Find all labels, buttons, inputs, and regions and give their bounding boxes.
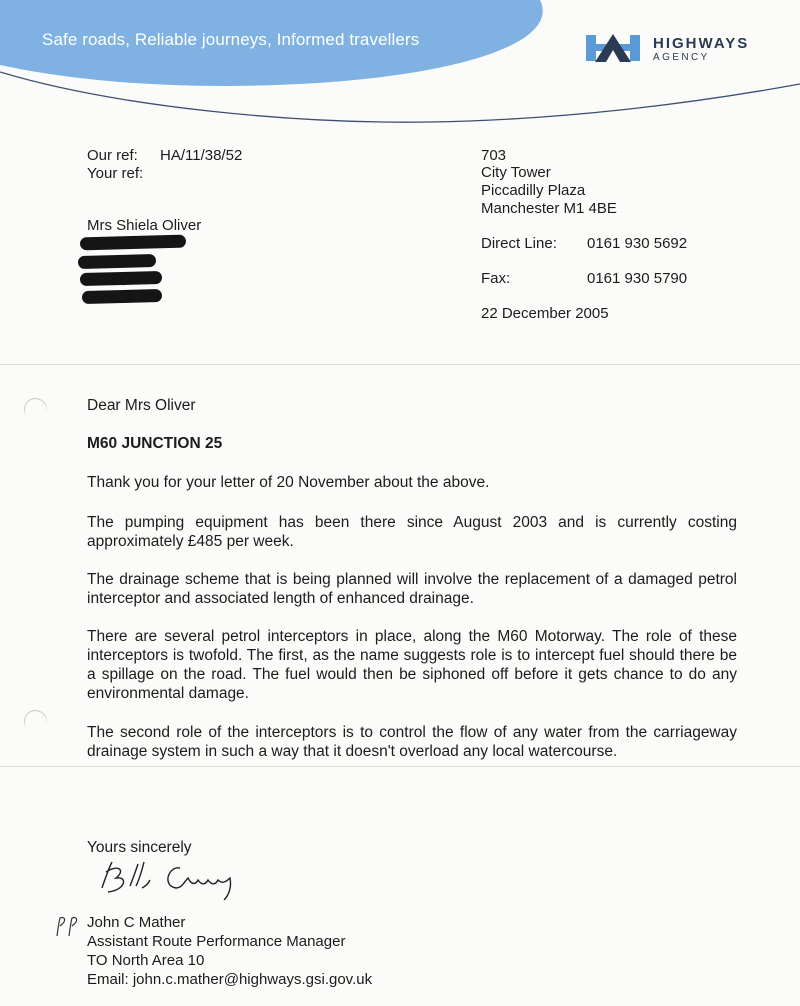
signatory-name: John C Mather	[87, 914, 186, 931]
paragraph-3: The drainage scheme that is being planned will involve the replacement of a damaged petrol interceptor and associated length of enhanced drainage.	[87, 571, 737, 607]
fold-line	[0, 766, 800, 767]
fold-line	[0, 364, 800, 365]
redaction-bar	[80, 235, 186, 251]
letter-date: 22 December 2005	[481, 305, 609, 322]
our-ref-label: Our ref:	[87, 147, 138, 164]
salutation: Dear Mrs Oliver	[87, 397, 196, 414]
paragraph-5: The second role of the interceptors is to control the flow of any water from the carriageway drainage system in such a way that it doesn't overload any local watercourse.	[87, 724, 737, 760]
your-ref-label: Your ref:	[87, 165, 144, 182]
paragraph-2: The pumping equipment has been there since August 2003 and is currently costing approximately £485 per week.	[87, 514, 737, 550]
logo-mark-icon	[586, 32, 644, 64]
closing: Yours sincerely	[87, 839, 192, 856]
our-ref-value: HA/11/38/52	[160, 147, 243, 164]
logo-name: HIGHWAYS	[653, 35, 750, 52]
paragraph-4: There are several petrol interceptors in place, along the M60 Motorway. The role of these interceptors is twofold. The first, as the name suggests role is to intercept fuel should there be a spillage on the road. The fuel would then be siphoned off before it gets chance to do any environmental damage.	[87, 628, 737, 702]
sender-address-line-4: Manchester M1 4BE	[481, 200, 617, 217]
punch-hole	[20, 706, 51, 737]
handwritten-signature	[96, 856, 246, 904]
fax-value: 0161 930 5790	[587, 270, 688, 287]
signatory-email: Email: john.c.mather@highways.gsi.gov.uk	[87, 971, 373, 988]
fax-label: Fax:	[481, 270, 511, 287]
sender-address-line-3: Piccadilly Plaza	[481, 182, 586, 199]
redaction-bar	[80, 271, 162, 286]
pp-mark	[54, 914, 82, 938]
subject-heading: M60 JUNCTION 25	[87, 435, 223, 452]
signatory-area: TO North Area 10	[87, 952, 205, 969]
paragraph-1: Thank you for your letter of 20 November about the above.	[87, 474, 490, 491]
redaction-bar	[78, 254, 156, 269]
sender-address-line-2: City Tower	[481, 164, 551, 181]
sender-address-line-1: 703	[481, 147, 507, 164]
punch-hole	[20, 394, 51, 425]
direct-line-value: 0161 930 5692	[587, 235, 688, 252]
tagline: Safe roads, Reliable journeys, Informed travellers	[42, 30, 420, 49]
recipient-name: Mrs Shiela Oliver	[87, 217, 202, 234]
direct-line-label: Direct Line:	[481, 235, 557, 252]
signatory-title: Assistant Route Performance Manager	[87, 933, 346, 950]
highways-agency-logo	[586, 32, 786, 68]
logo-sub: AGENCY	[653, 52, 710, 63]
redaction-bar	[82, 289, 162, 304]
